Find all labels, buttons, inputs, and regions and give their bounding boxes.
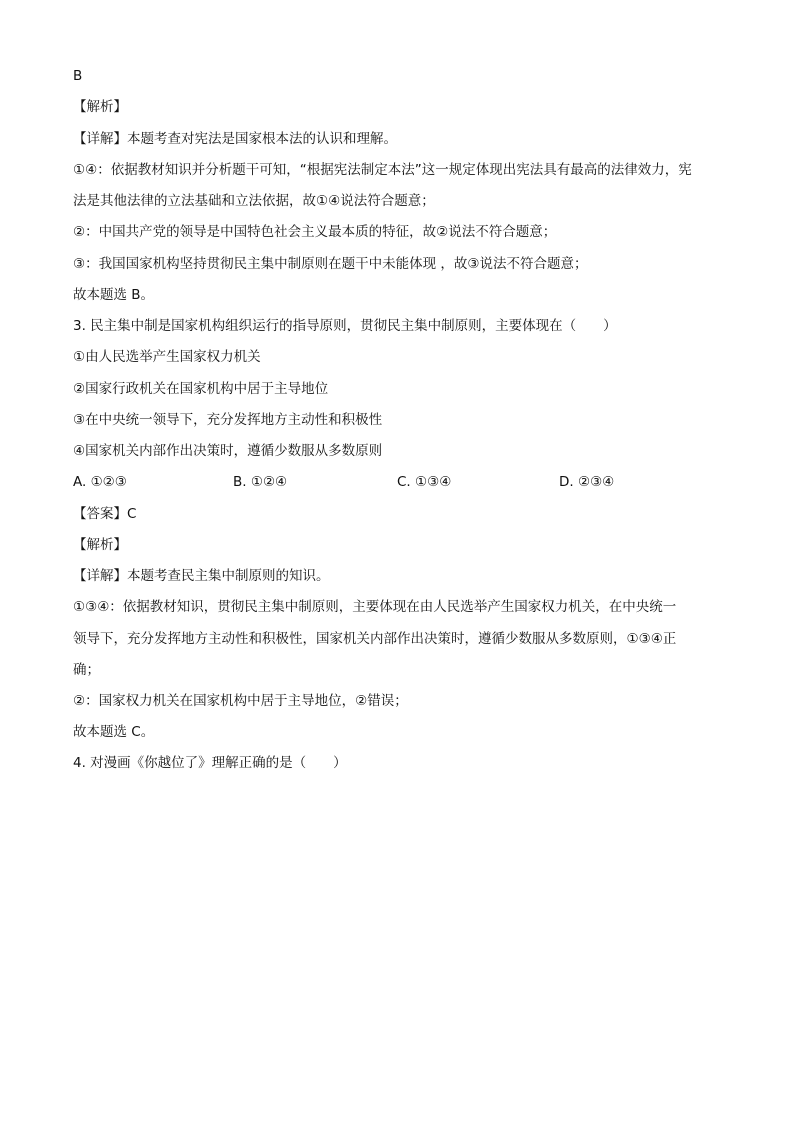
analysis-label: 【解析】 <box>73 99 127 115</box>
analysis-paragraph: ③：我国国家机构坚持贯彻民主集中制原则在题干中未能体现 ，故③说法不符合题意； <box>73 256 588 272</box>
question-item: ③在中央统一领导下，充分发挥地方主动性和积极性 <box>73 412 383 428</box>
analysis-paragraph: ①④：依据教材知识并分析题干可知，“根据宪法制定本法”这一规定体现出宪法具有最高的法律效力，宪 <box>73 162 692 178</box>
option-c: C. ①③④ <box>397 474 452 490</box>
previous-answer: B <box>73 68 83 84</box>
option-a: A. ①②③ <box>73 474 127 490</box>
analysis-paragraph: ②：国家权力机关在国家机构中居于主导地位，②错误； <box>73 693 408 709</box>
question-stem: 3. 民主集中制是国家机构组织运行的指导原则，贯彻民主集中制原则，主要体现在（ ） <box>73 318 617 334</box>
analysis-detail: 【详解】本题考查对宪法是国家根本法的认识和理解。 <box>73 131 397 147</box>
question-item: ②国家行政机关在国家机构中居于主导地位 <box>73 381 329 397</box>
analysis-paragraph: ①③④：依据教材知识，贯彻民主集中制原则，主要体现在由人民选举产生国家权力机关，在中央统一 <box>73 599 677 615</box>
analysis-conclusion: 故本题选 C。 <box>73 724 155 740</box>
answer-label: 【答案】C <box>73 506 137 522</box>
analysis-label: 【解析】 <box>73 537 127 553</box>
question-item: ①由人民选举产生国家权力机关 <box>73 349 261 365</box>
option-d: D. ②③④ <box>559 474 615 490</box>
analysis-paragraph: 法是其他法律的立法基础和立法依据，故①④说法符合题意； <box>73 193 435 209</box>
analysis-paragraph: 领导下，充分发挥地方主动性和积极性，国家机关内部作出决策时，遵循少数服从多数原则，①③④正 <box>73 631 677 647</box>
question-item: ④国家机关内部作出决策时，遵循少数服从多数原则 <box>73 443 383 459</box>
option-b: B. ①②④ <box>233 474 288 490</box>
analysis-paragraph: ②：中国共产党的领导是中国特色社会主义最本质的特征，故②说法不符合题意； <box>73 224 557 240</box>
question-stem: 4. 对漫画《你越位了》理解正确的是（ ） <box>73 755 347 771</box>
analysis-paragraph: 确； <box>73 662 100 678</box>
analysis-conclusion: 故本题选 B。 <box>73 287 155 303</box>
analysis-detail: 【详解】本题考查民主集中制原则的知识。 <box>73 568 330 584</box>
